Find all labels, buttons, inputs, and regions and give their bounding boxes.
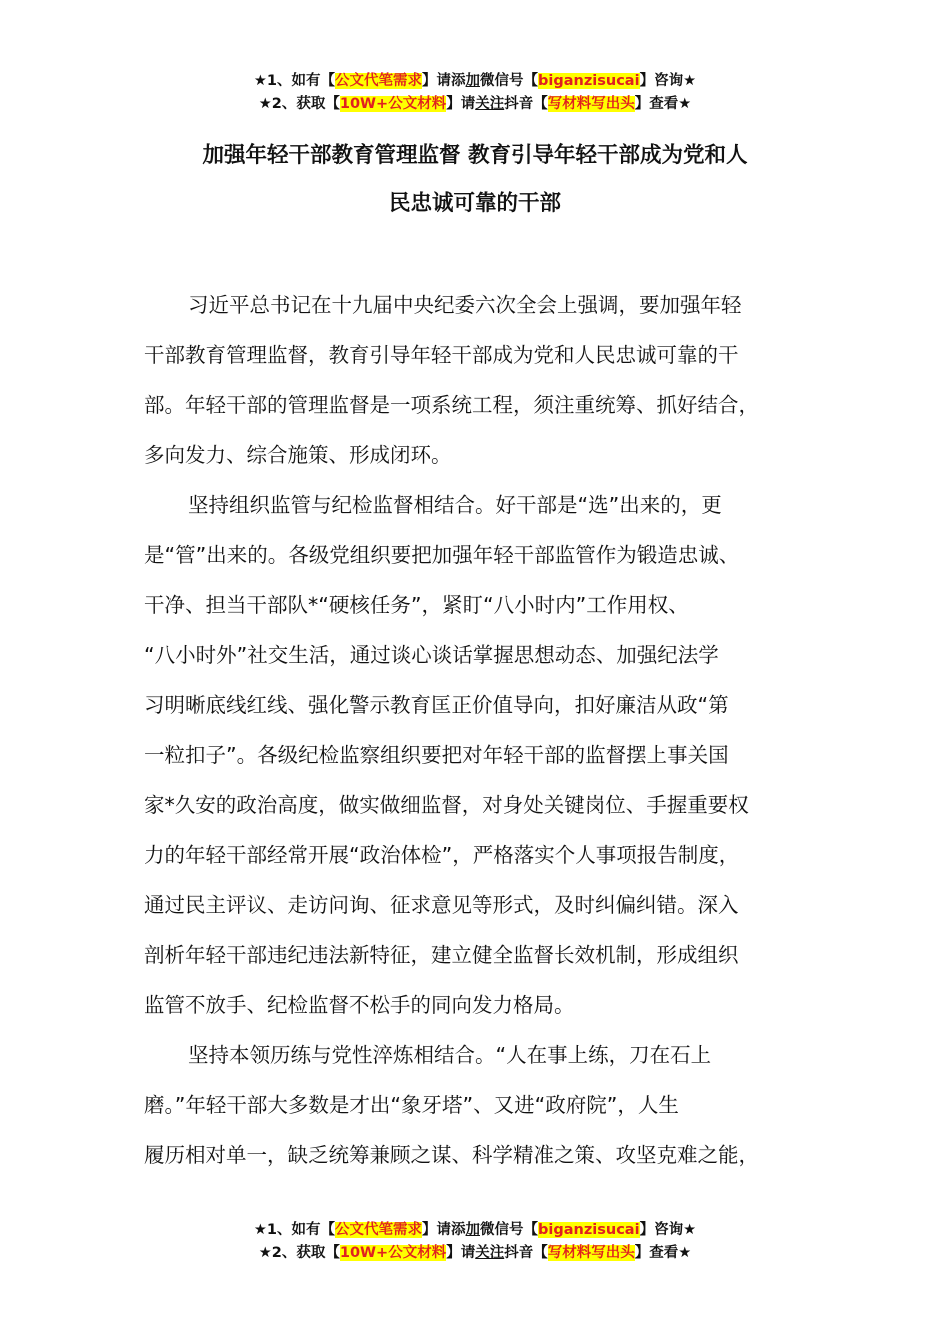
paragraph-line: 通过民主评议、走访问询、征求意见等形式，及时纠偏纠错。深入 bbox=[144, 893, 739, 917]
banner-highlight: 公文代笔需求 bbox=[335, 1222, 423, 1238]
banner-douyin-id: 写材料写出头 bbox=[547, 1245, 635, 1261]
banner-underline: 加 bbox=[465, 73, 481, 89]
paragraph-line: 一粒扣子”。各级纪检监察组织要把对年轻干部的监督摆上事关国 bbox=[144, 743, 729, 767]
banner-wechat-id: biganzisucai bbox=[538, 73, 640, 89]
banner-text: 】请 bbox=[446, 1245, 476, 1261]
banner-text: 微信号【 bbox=[480, 73, 539, 89]
banner-text: 】查看★ bbox=[634, 1245, 692, 1261]
top-banner bbox=[0, 70, 950, 116]
paragraph-line: 磨。”年轻干部大多数是才出“象牙塔”、又进“政府院”，人生 bbox=[144, 1093, 679, 1117]
banner-wechat-id: biganzisucai bbox=[538, 1222, 640, 1238]
banner-text: 抖音【 bbox=[504, 1245, 548, 1261]
banner-text: 抖音【 bbox=[504, 96, 548, 112]
paragraph-line: 习近平总书记在十九届中央纪委六次全会上强调，要加强年轻 bbox=[188, 293, 742, 317]
title-line-2: 民忠诚可靠的干部 bbox=[388, 191, 561, 216]
title-line-1: 加强年轻干部教育管理监督 教育引导年轻干部成为党和人 bbox=[202, 143, 748, 168]
banner-text: 微信号【 bbox=[480, 1222, 539, 1238]
document-title bbox=[0, 132, 950, 228]
banner-text: 】咨询★ bbox=[639, 1222, 697, 1238]
banner-line-1 bbox=[0, 70, 950, 93]
paragraph-line: 坚持本领历练与党性淬炼相结合。“人在事上练，刀在石上 bbox=[188, 1043, 712, 1067]
paragraph-line: 部。年轻干部的管理监督是一项系统工程，须注重统筹、抓好结合， bbox=[144, 393, 759, 417]
banner-text: 】请添 bbox=[422, 1222, 466, 1238]
paragraph-line: 监管不放手、纪检监督不松手的同向发力格局。 bbox=[144, 993, 575, 1017]
paragraph-line: 剖析年轻干部违纪违法新特征，建立健全监督长效机制，形成组织 bbox=[144, 943, 739, 967]
document-body bbox=[144, 280, 834, 1180]
paragraph-line: 干部教育管理监督，教育引导年轻干部成为党和人民忠诚可靠的干 bbox=[144, 343, 739, 367]
paragraph-line: 多向发力、综合施策、形成闭环。 bbox=[144, 443, 452, 467]
paragraph-line: 家*久安的政治高度，做实做细监督，对身处关键岗位、手握重要权 bbox=[144, 793, 749, 817]
banner-underline: 加 bbox=[465, 1222, 481, 1238]
banner-highlight: 公文代笔需求 bbox=[335, 73, 423, 89]
bottom-banner bbox=[0, 1219, 950, 1265]
banner-text: 】查看★ bbox=[634, 96, 692, 112]
banner-highlight: 10W+公文材料 bbox=[339, 1245, 447, 1261]
paragraph-line: 坚持组织监管与纪检监督相结合。好干部是“选”出来的，更 bbox=[188, 493, 722, 517]
banner-underline: 关注 bbox=[475, 96, 505, 112]
paragraph-line: 履历相对单一，缺乏统筹兼顾之谋、科学精准之策、攻坚克难之能， bbox=[144, 1143, 759, 1167]
paragraph-line: 是“管”出来的。各级党组织要把加强年轻干部监管作为锻造忠诚、 bbox=[144, 543, 740, 567]
banner-highlight: 10W+公文材料 bbox=[339, 96, 447, 112]
banner-text: 】请 bbox=[446, 96, 476, 112]
banner-line-2 bbox=[0, 1242, 950, 1265]
paragraph-line: 习明晰底线红线、强化警示教育匡正价值导向，扣好廉洁从政“第 bbox=[144, 693, 729, 717]
banner-douyin-id: 写材料写出头 bbox=[547, 96, 635, 112]
banner-line-2 bbox=[0, 93, 950, 116]
banner-text: ★1、如有【 bbox=[253, 1222, 336, 1238]
banner-text: 】请添 bbox=[422, 73, 466, 89]
banner-text: 】咨询★ bbox=[639, 73, 697, 89]
paragraph-line: 干净、担当干部队*“硬核任务”，紧盯“八小时内”工作用权、 bbox=[144, 593, 689, 617]
banner-text: ★1、如有【 bbox=[253, 73, 336, 89]
paragraph-line: “八小时外”社交生活，通过谈心谈话掌握思想动态、加强纪法学 bbox=[144, 643, 719, 667]
banner-text: ★2、获取【 bbox=[258, 1245, 340, 1261]
paragraph-line: 力的年轻干部经常开展“政治体检”，严格落实个人事项报告制度， bbox=[144, 843, 740, 867]
banner-underline: 关注 bbox=[475, 1245, 505, 1261]
banner-text: ★2、获取【 bbox=[258, 96, 340, 112]
banner-line-1 bbox=[0, 1219, 950, 1242]
